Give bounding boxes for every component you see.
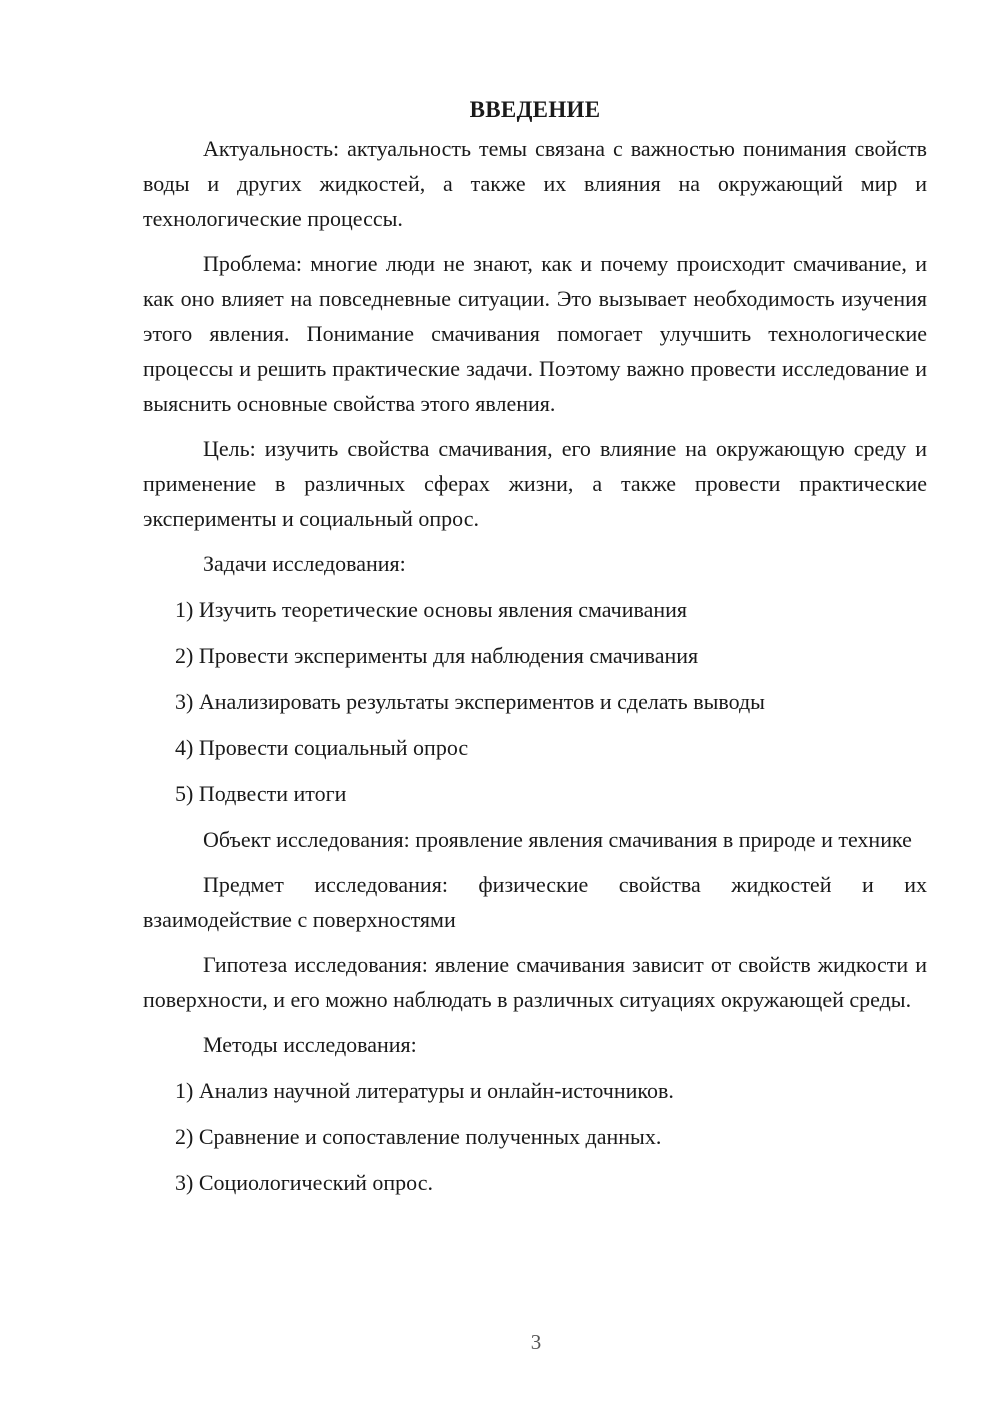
list-item: 5) Подвести итоги bbox=[175, 781, 347, 806]
page-number: 3 bbox=[530, 1330, 542, 1354]
document-page bbox=[143, 92, 927, 1211]
list-item: 1) Анализ научной литературы и онлайн-источников. bbox=[175, 1078, 674, 1103]
tasks-list bbox=[143, 592, 927, 811]
methods-list bbox=[143, 1073, 927, 1200]
section-title: ВВЕДЕНИЕ bbox=[469, 97, 601, 122]
list-item: 3) Социологический опрос. bbox=[175, 1170, 433, 1195]
list-item: 2) Сравнение и сопоставление полученных данных. bbox=[175, 1124, 662, 1149]
subject-paragraph: Предмет исследования: физические свойства жидкостей и их взаимодействие с поверхностями bbox=[143, 872, 927, 932]
problem-paragraph: Проблема: многие люди не знают, как и почему происходит смачивание, и как оно влияет на повседневные ситуации. Это вызывает необходимость изучения этого явления. Понимание смачивания помогает улучшить технологические процессы и решить практические задачи. Поэтому важно провести исследование и выяснить основные свойства этого явления. bbox=[143, 251, 927, 416]
relevance-paragraph: Актуальность: актуальность темы связана с важностью понимания свойств воды и других жидкостей, а также их влияния на окружающий мир и технологические процессы. bbox=[143, 136, 927, 231]
list-item: 2) Провести эксперименты для наблюдения смачивания bbox=[175, 643, 699, 668]
object-paragraph: Объект исследования: проявление явления смачивания в природе и технике bbox=[203, 827, 912, 852]
methods-heading: Методы исследования: bbox=[203, 1032, 417, 1057]
list-item: 1) Изучить теоретические основы явления смачивания bbox=[175, 597, 687, 622]
goal-paragraph: Цель: изучить свойства смачивания, его влияние на окружающую среду и применение в различных сферах жизни, а также провести практические эксперименты и социальный опрос. bbox=[143, 436, 927, 531]
list-item: 3) Анализировать результаты экспериментов и сделать выводы bbox=[175, 689, 765, 714]
hypothesis-paragraph: Гипотеза исследования: явление смачивания зависит от свойств жидкости и поверхности, и его можно наблюдать в различных ситуациях окружающей среды. bbox=[143, 952, 927, 1012]
list-item: 4) Провести социальный опрос bbox=[175, 735, 469, 760]
tasks-heading: Задачи исследования: bbox=[203, 551, 406, 576]
